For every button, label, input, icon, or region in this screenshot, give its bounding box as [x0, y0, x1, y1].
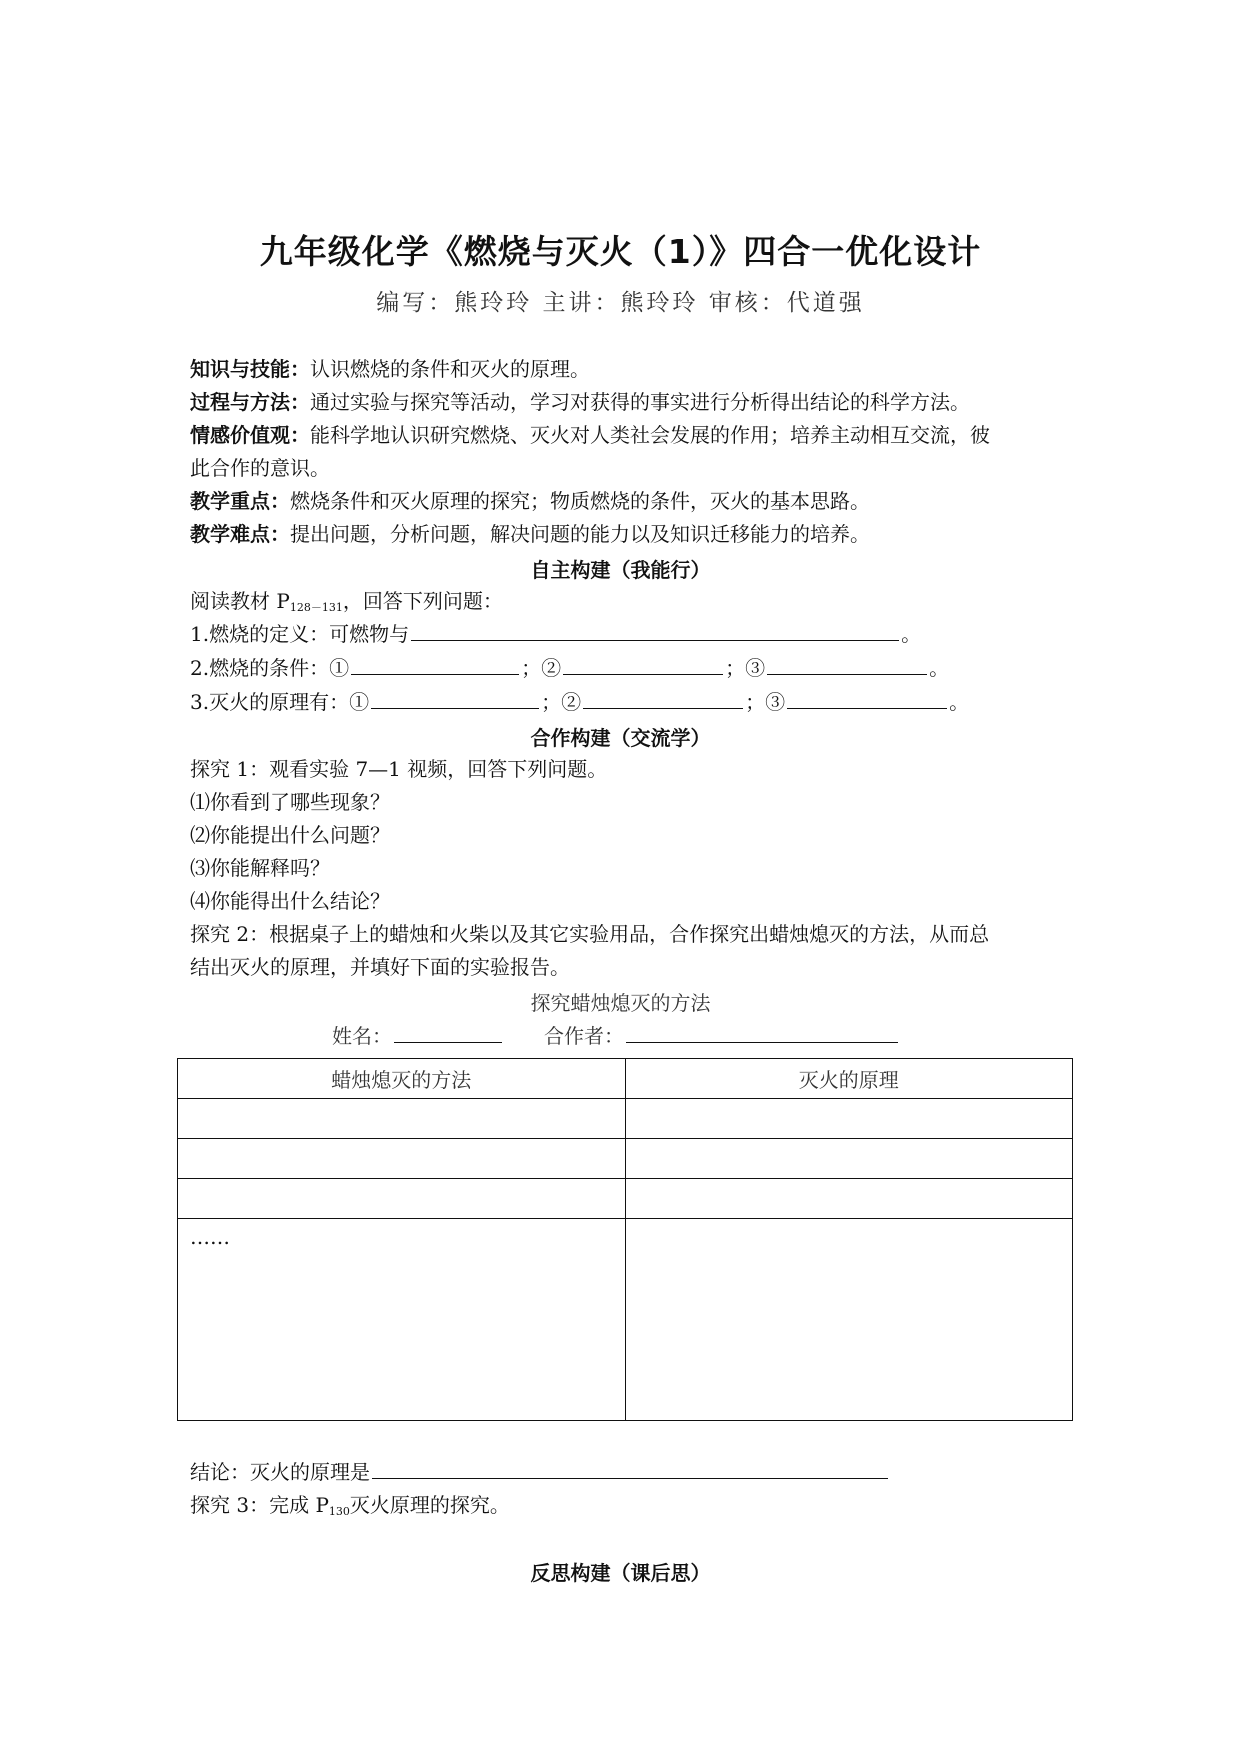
explore-question: ⑶你能解释吗？ [190, 856, 330, 880]
conclusion-line [190, 1458, 890, 1486]
table-row [178, 1219, 1073, 1421]
explore-2-line1: 探究 2：根据桌子上的蜡烛和火柴以及其它实验用品，合作探究出蜡烛熄灭的方法，从而总 [190, 922, 990, 946]
author-byline: 编写：熊玲玲 主讲：熊玲玲 审核：代道强 [376, 290, 865, 316]
explore-text: 灭火原理的探究。 [349, 1493, 510, 1517]
report-title: 探究蜡烛熄灭的方法 [530, 991, 711, 1015]
punct: ；② [541, 690, 582, 714]
table-cell[interactable] [625, 1219, 1073, 1421]
explore-question: ⑷你能得出什么结论？ [190, 889, 390, 913]
partner-blank[interactable] [626, 1022, 898, 1043]
section-heading-reflect: 反思构建（课后思） [530, 1561, 711, 1585]
question-text: 1.燃烧的定义：可燃物与 [190, 622, 410, 646]
explore-question: ⑴你看到了哪些现象？ [190, 790, 390, 814]
answer-blank[interactable] [372, 1458, 888, 1479]
question-2 [190, 654, 949, 682]
section-heading-cooperate: 合作构建（交流学） [530, 726, 711, 750]
table-cell[interactable] [178, 1179, 626, 1219]
objective-text: 通过实验与探究等活动，学习对获得的事实进行分析得出结论的科学方法。 [310, 390, 970, 414]
answer-blank[interactable] [787, 688, 947, 709]
name-label: 姓名： [332, 1024, 392, 1048]
answer-blank[interactable] [371, 688, 539, 709]
punct: 。 [901, 622, 922, 646]
report-table [177, 1058, 1073, 1421]
table-cell[interactable] [178, 1219, 626, 1421]
objective-label: 教学难点： [190, 522, 290, 546]
table-cell[interactable] [625, 1099, 1073, 1139]
conclusion-text: 结论：灭火的原理是 [190, 1460, 370, 1484]
objective-text: 认识燃烧的条件和灭火的原理。 [310, 357, 590, 381]
punct: 。 [949, 690, 970, 714]
explore-text: 探究 3：完成 P [190, 1493, 329, 1517]
question-text: 2.燃烧的条件：① [190, 656, 350, 680]
objective-label: 知识与技能： [190, 357, 310, 381]
table-header-method: 蜡烛熄灭的方法 [178, 1059, 626, 1099]
objective-text: 提出问题，分析问题，解决问题的能力以及知识迁移能力的培养。 [290, 522, 870, 546]
explore-1: 探究 1：观看实验 7—1 视频，回答下列问题。 [190, 757, 608, 781]
question-text: 3.灭火的原理有：① [190, 690, 370, 714]
page-number: 130 [328, 1505, 350, 1518]
objective-label: 教学重点： [190, 489, 290, 513]
punct: ；③ [745, 690, 786, 714]
table-cell[interactable] [178, 1139, 626, 1179]
table-row [178, 1099, 1073, 1139]
objective-label: 过程与方法： [190, 390, 310, 414]
objective-key-point [190, 487, 870, 515]
punct: ；② [521, 656, 562, 680]
objective-text: 能科学地认识研究燃烧、灭火对人类社会发展的作用；培养主动相互交流，彼 [310, 423, 990, 447]
objective-emotion [190, 421, 990, 449]
punct: ；③ [725, 656, 766, 680]
reading-intro [190, 587, 503, 622]
partner-label: 合作者： [544, 1024, 624, 1048]
name-blank[interactable] [394, 1022, 502, 1043]
page-range: 128－131 [289, 601, 343, 614]
objective-text: 燃烧条件和灭火原理的探究；物质燃烧的条件，灭火的基本思路。 [290, 489, 870, 513]
section-heading-self: 自主构建（我能行） [530, 558, 711, 582]
objective-process [190, 388, 970, 416]
objective-emotion-cont [190, 454, 330, 482]
intro-text: 阅读教材 P [190, 589, 290, 613]
question-1 [190, 620, 921, 648]
objective-difficulty [190, 520, 870, 548]
explore-3 [190, 1491, 510, 1526]
objective-text: 此合作的意识。 [190, 456, 330, 480]
table-cell[interactable] [625, 1139, 1073, 1179]
ellipsis: …… [190, 1225, 230, 1249]
intro-text: ，回答下列问题： [342, 589, 503, 613]
punct: 。 [929, 656, 950, 680]
table-cell[interactable] [178, 1099, 626, 1139]
answer-blank[interactable] [411, 620, 899, 641]
table-header-row [178, 1059, 1073, 1099]
answer-blank[interactable] [563, 654, 723, 675]
objective-label: 情感价值观： [190, 423, 310, 447]
page-title: 九年级化学《燃烧与灭火（1）》四合一优化设计 [259, 232, 982, 271]
objective-knowledge [190, 355, 590, 383]
explore-question: ⑵你能提出什么问题？ [190, 823, 390, 847]
table-row [178, 1179, 1073, 1219]
table-header-principle: 灭火的原理 [625, 1059, 1073, 1099]
table-cell[interactable] [625, 1179, 1073, 1219]
answer-blank[interactable] [767, 654, 927, 675]
table-row [178, 1139, 1073, 1179]
explore-2-line2: 结出灭火的原理，并填好下面的实验报告。 [190, 955, 570, 979]
name-row [332, 1020, 900, 1049]
question-3 [190, 688, 969, 716]
answer-blank[interactable] [351, 654, 519, 675]
answer-blank[interactable] [583, 688, 743, 709]
